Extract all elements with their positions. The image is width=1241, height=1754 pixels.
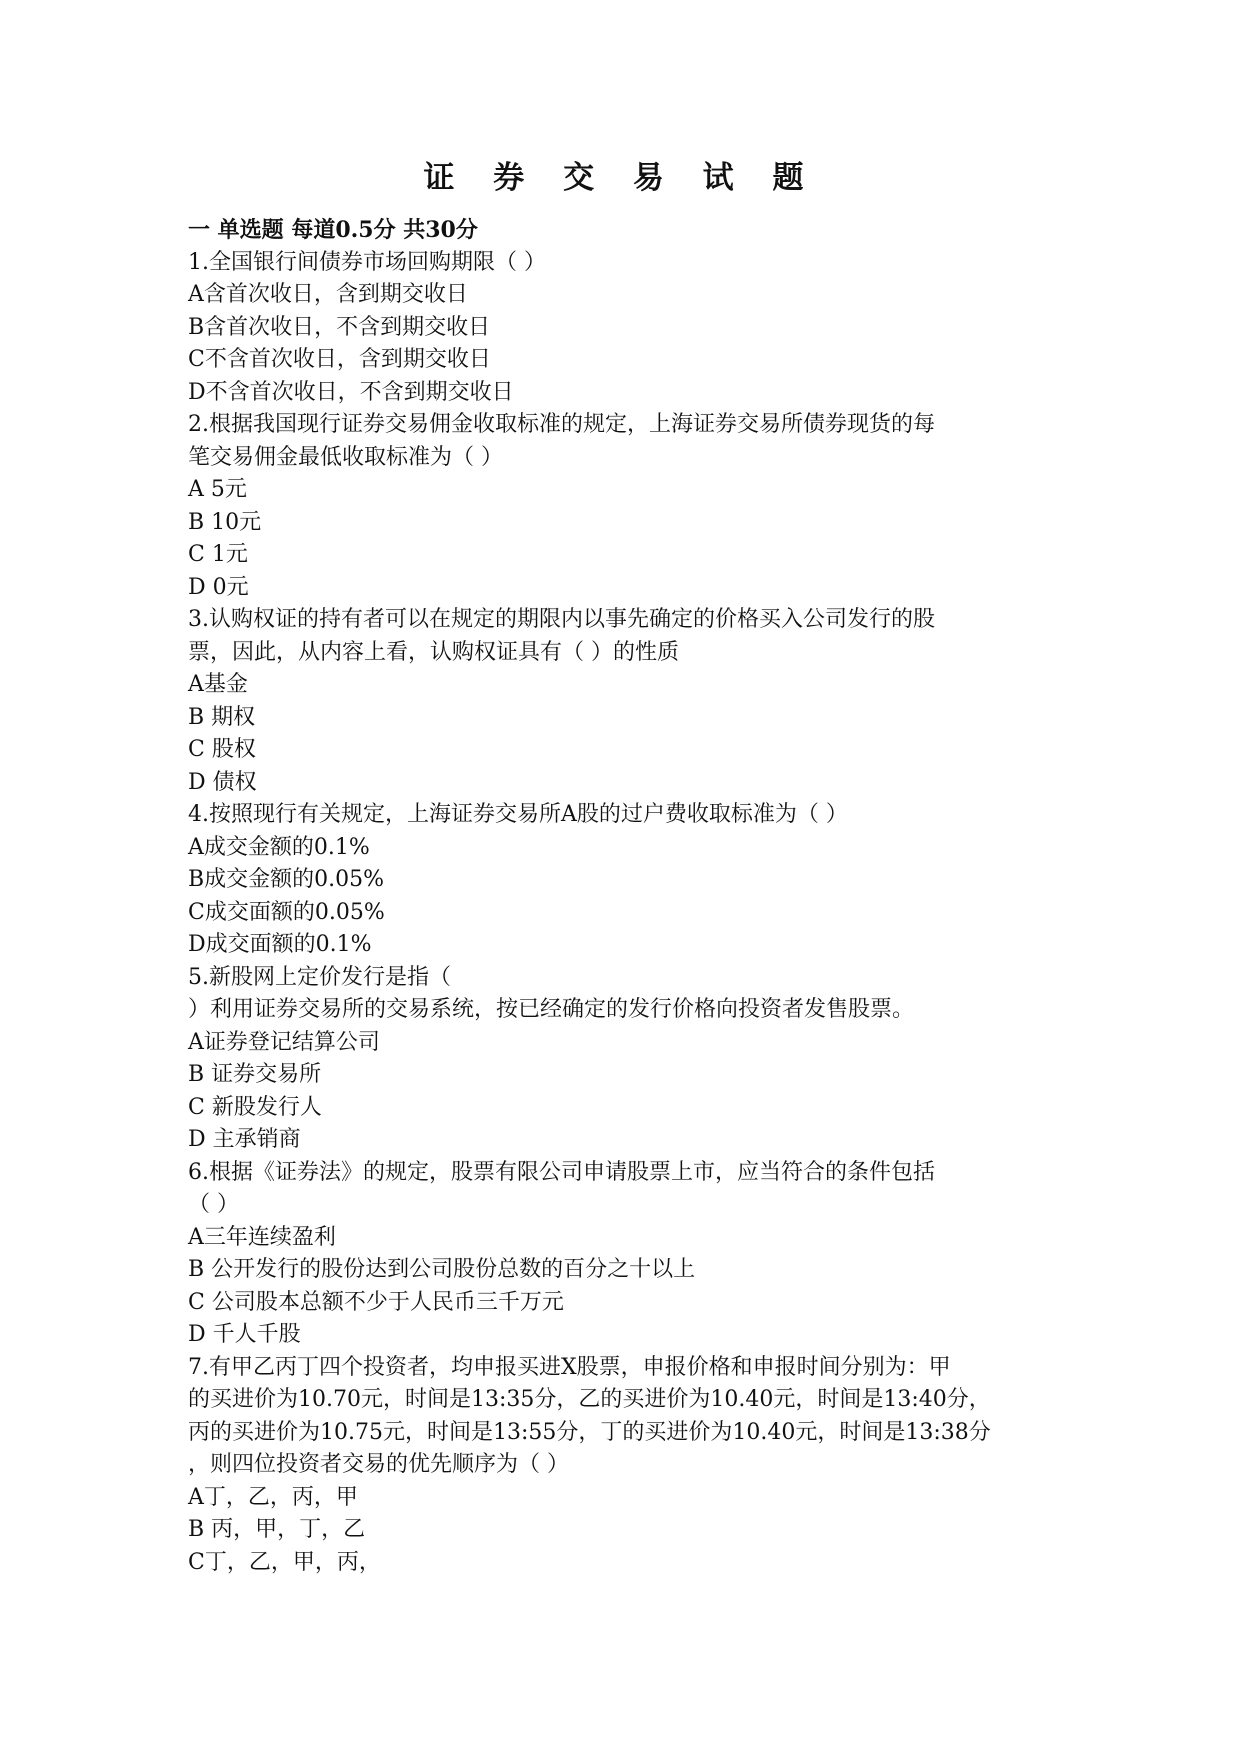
- answer-option: A基金: [188, 672, 248, 697]
- answer-option: B 期权: [188, 704, 256, 730]
- answer-option: B含首次收日，不含到期交收日: [188, 314, 491, 340]
- document-title: 证 券 交 易 试 题: [423, 160, 818, 196]
- question-stem: 4.按照现行有关规定，上海证券交易所A股的过户费收取标准为（ ）: [188, 802, 848, 827]
- answer-option: B成交金额的0.05%: [188, 867, 385, 892]
- answer-option: C 股权: [188, 737, 256, 762]
- answer-option: C不含首次收日，含到期交收日: [188, 347, 491, 372]
- answer-option: B 证券交易所: [188, 1062, 322, 1087]
- answer-option: A含首次收日，含到期交收日: [188, 282, 468, 307]
- answer-option: A三年连续盈利: [188, 1224, 336, 1250]
- answer-option: A丁，乙，丙，甲: [188, 1484, 358, 1510]
- answer-option: D 0元: [188, 574, 249, 600]
- answer-option: A 5元: [188, 477, 247, 502]
- question-stem: 丙的买进价为10.75元，时间是13:55分，丁的买进价为10.40元，时间是13:38分: [188, 1419, 991, 1445]
- answer-option: C成交面额的0.05%: [188, 899, 385, 925]
- question-stem: 1.全国银行间债券市场回购期限（ ）: [188, 249, 546, 275]
- answer-option: C 新股发行人: [188, 1094, 322, 1120]
- question-stem: 的买进价为10.70元，时间是13:35分，乙的买进价为10.40元，时间是13:40分，: [188, 1387, 991, 1412]
- answer-option: D 主承销商: [188, 1127, 301, 1152]
- question-stem: 3.认购权证的持有者可以在规定的期限内以事先确定的价格买入公司发行的股: [188, 607, 935, 632]
- answer-option: C 1元: [188, 542, 248, 567]
- answer-option: D 债权: [188, 769, 257, 795]
- answer-option: B 公开发行的股份达到公司股份总数的百分之十以上: [188, 1257, 696, 1282]
- question-stem: 5.新股网上定价发行是指（: [188, 964, 451, 990]
- section-heading: 一 单选题 每道0.5分 共30分: [188, 217, 478, 243]
- question-stem: ）利用证券交易所的交易系统，按已经确定的发行价格向投资者发售股票。: [188, 997, 915, 1022]
- question-stem: 笔交易佣金最低收取标准为（ ）: [188, 444, 503, 470]
- question-list: [188, 214, 1068, 1579]
- answer-option: A证券登记结算公司: [188, 1029, 380, 1055]
- question-stem: 2.根据我国现行证券交易佣金收取标准的规定，上海证券交易所债券现货的每: [188, 412, 935, 437]
- question-stem: ，则四位投资者交易的优先顺序为（ ）: [188, 1452, 569, 1477]
- question-stem: 票，因此，从内容上看，认购权证具有（ ）的性质: [188, 639, 679, 665]
- answer-option: D成交面额的0.1%: [188, 932, 372, 957]
- answer-option: D不含首次收日，不含到期交收日: [188, 379, 514, 405]
- answer-option: B 10元: [188, 509, 262, 535]
- question-stem: 6.根据《证券法》的规定，股票有限公司申请股票上市，应当符合的条件包括: [188, 1159, 935, 1185]
- answer-option: C 公司股本总额不少于人民币三千万元: [188, 1289, 564, 1315]
- answer-option: A成交金额的0.1%: [188, 834, 370, 860]
- question-stem: 7.有甲乙丙丁四个投资者，均申报买进X股票，申报价格和申报时间分别为：甲: [188, 1354, 951, 1380]
- answer-option: B 丙，甲，丁，乙: [188, 1517, 366, 1542]
- answer-option: D 千人千股: [188, 1322, 301, 1347]
- question-stem: （ ）: [188, 1192, 239, 1217]
- answer-option: C丁，乙，甲，丙，: [188, 1549, 381, 1575]
